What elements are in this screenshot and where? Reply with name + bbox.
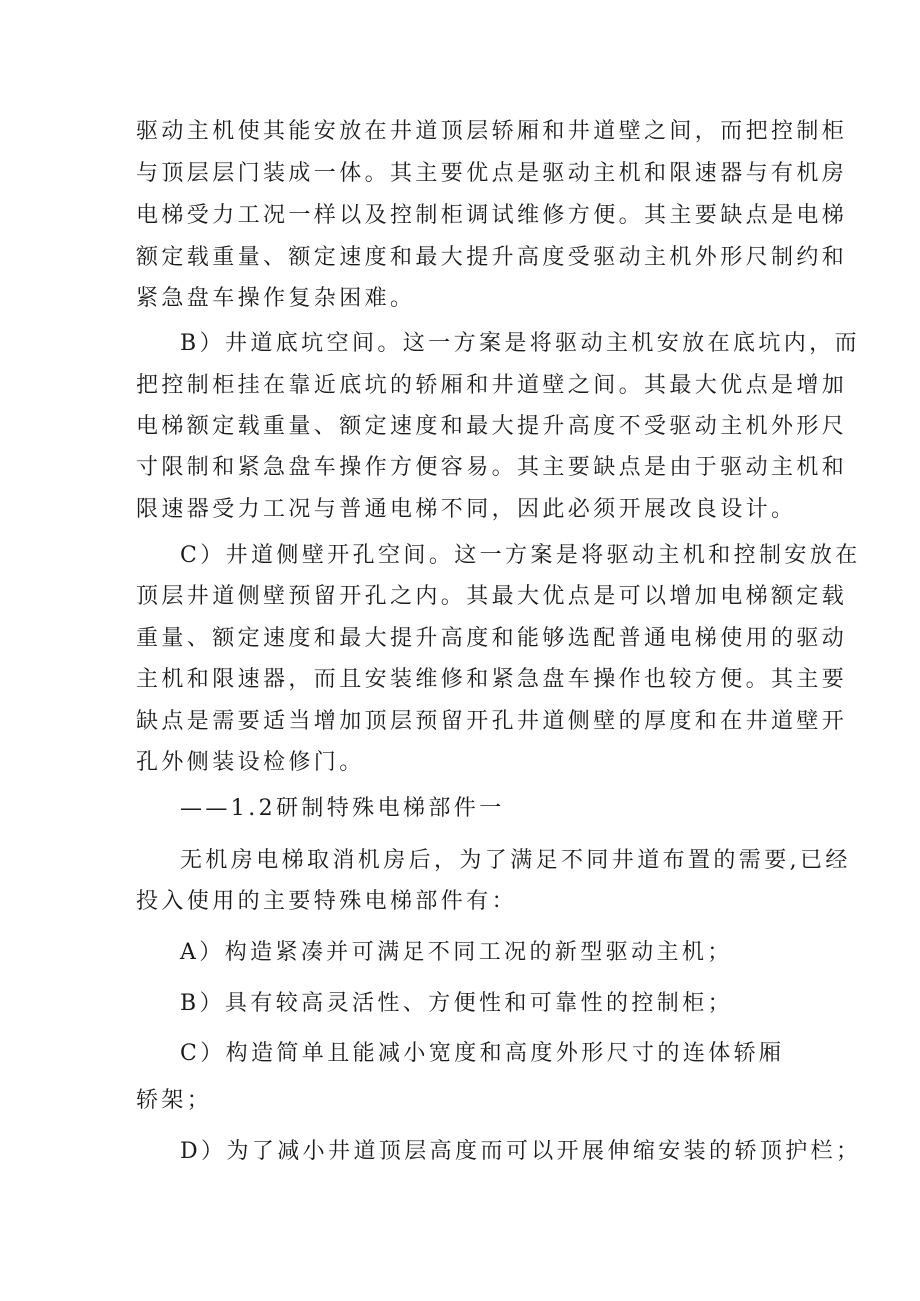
text-line: 紧急盘车操作复杂困难。 [136, 286, 416, 311]
text-line: 驱动主机使其能安放在井道顶层轿厢和井道壁之间，而把控制柜 [136, 119, 848, 144]
text-line: 寸限制和紧急盘车操作方便容易。其主要缺点是由于驱动主机和 [136, 455, 848, 480]
text-line: 缺点是需要适当增加顶层预留开孔井道侧壁的厚度和在井道壁开 [136, 709, 848, 734]
text-line: 把控制柜挂在靠近底坑的轿厢和井道壁之间。其最大优点是增加 [136, 373, 848, 398]
list-item-continuation: 轿架； [136, 1088, 213, 1113]
text-line: B）井道底坑空间。这一方案是将驱动主机安放在底坑内，而 [180, 331, 860, 356]
list-item: C）构造简单且能减小宽度和高度外形尺寸的连体轿厢 [180, 1041, 785, 1066]
text-line: 电梯受力工况一样以及控制柜调试维修方便。其主要缺点是电梯 [136, 203, 848, 228]
list-item: B）具有较高灵活性、方便性和可靠性的控制柜； [180, 991, 733, 1016]
list-item: D）为了减小井道顶层高度而可以开展伸缩安装的轿顶护栏； [180, 1139, 862, 1164]
text-line: 电梯额定载重量、额定速度和最大提升高度不受驱动主机外形尺 [136, 414, 848, 439]
text-line: 无机房电梯取消机房后，为了满足不同井道布置的需要,已经 [180, 848, 851, 873]
text-line: 主机和限速器，而且安装维修和紧急盘车操作也较方便。其主要 [136, 667, 848, 692]
text-line: 孔外侧装设检修门。 [136, 750, 365, 775]
text-line: 额定载重量、额定速度和最大提升高度受驱动主机外形尺制约和 [136, 245, 848, 270]
text-line: 顶层井道侧壁预留开孔之内。其最大优点是可以增加电梯额定载 [136, 584, 848, 609]
text-line: 限速器受力工况与普通电梯不同，因此必须开展改良设计。 [136, 497, 797, 522]
list-item: A）构造紧凑并可满足不同工况的新型驱动主机； [180, 940, 733, 965]
section-heading: ——1.2研制特殊电梯部件一 [180, 796, 505, 821]
text-line: 投入使用的主要特殊电梯部件有： [136, 889, 518, 914]
text-line: 重量、额定速度和最大提升高度和能够选配普通电梯使用的驱动 [136, 626, 848, 651]
text-line: 与顶层层门装成一体。其主要优点是驱动主机和限速器与有机房 [136, 161, 848, 186]
text-line: C）井道侧壁开孔空间。这一方案是将驱动主机和控制安放在 [180, 543, 861, 568]
